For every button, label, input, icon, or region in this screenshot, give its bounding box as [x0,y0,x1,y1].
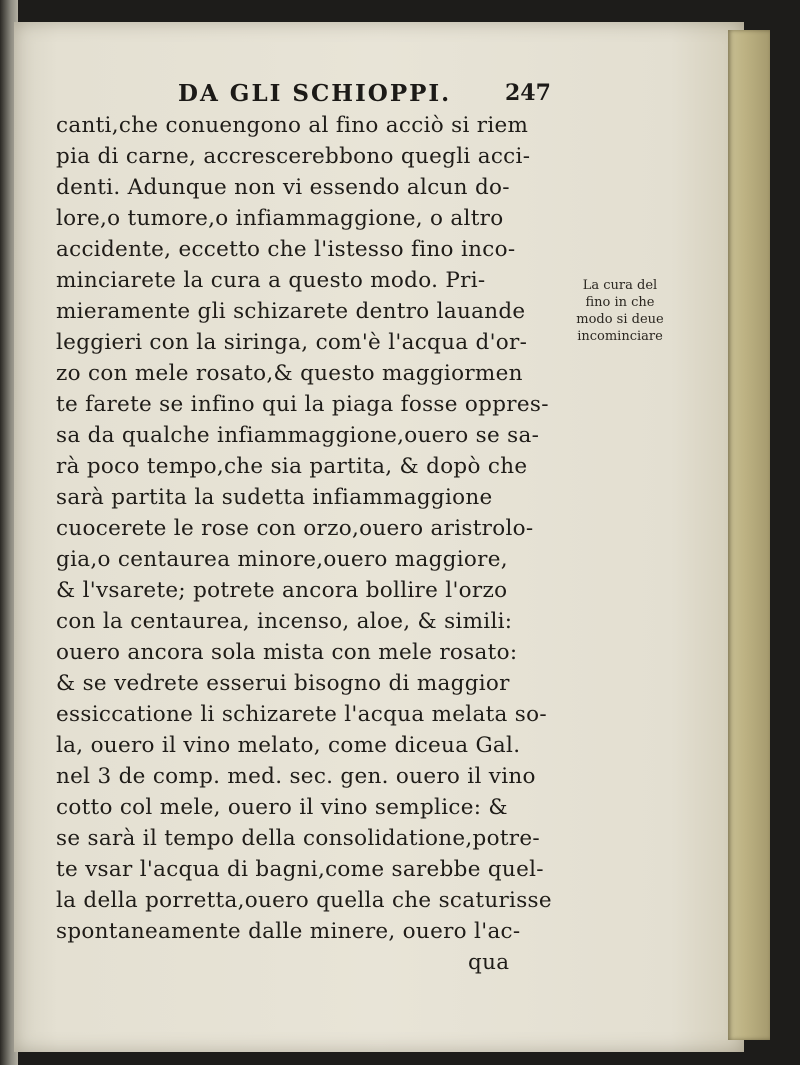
running-title: DA GLI SCHIOPPI. [178,80,452,107]
text-line: cotto col mele, ouero il vino semplice: & [56,795,508,820]
text-line: se sarà il tempo della consolidatione,potre- [56,826,540,851]
marginal-note-line: fino in che [585,295,655,310]
text-line: minciarete la cura a questo modo. Pri- [56,268,486,293]
text-line: gia,o centaurea minore,ouero maggiore, [56,547,508,572]
text-line: te vsar l'acqua di bagni,come sarebbe quel- [56,857,544,882]
adjacent-leaf-edge [728,30,770,1040]
marginal-note [565,277,675,345]
text-line: ouero ancora sola mista con mele rosato: [56,640,518,665]
text-line: sa da qualche infiammaggione,ouero se sa- [56,423,540,448]
text-line: la, ouero il vino melato, come diceua Gal. [56,733,521,758]
body-text [56,110,556,978]
text-line: leggieri con la siringa, com'è l'acqua d'or- [56,330,528,355]
text-line: accidente, eccetto che l'istesso fino inco- [56,237,516,262]
text-line: & l'vsarete; potrete ancora bollire l'orzo [56,578,508,603]
text-line: con la centaurea, incenso, aloe, & simili: [56,609,513,634]
marginal-note-line: La cura del [582,278,658,293]
marginal-note-line: incominciare [577,329,663,344]
text-line: cuocerete le rose con orzo,ouero aristrolo- [56,516,534,541]
text-line: te farete se infino qui la piaga fosse oppres- [56,392,549,417]
text-line: essiccatione li schizarete l'acqua melata so- [56,702,547,727]
text-line: canti,che conuengono al fino acciò si riem [56,113,529,138]
page-number: 247 [505,80,551,106]
text-line: rà poco tempo,che sia partita, & dopò che [56,454,528,479]
text-line: mieramente gli schizarete dentro lauande [56,299,526,324]
text-line: pia di carne, accrescerebbono quegli acci- [56,144,531,169]
text-line: la della porretta,ouero quella che scaturisse [56,888,552,913]
text-line: & se vedrete esserui bisogno di maggior [56,671,510,696]
text-line: nel 3 de comp. med. sec. gen. ouero il vino [56,764,536,789]
text-line: lore,o tumore,o infiammaggione, o altro [56,206,504,231]
marginal-note-line: modo si deue [576,312,664,327]
text-line: denti. Adunque non vi essendo alcun do- [56,175,510,200]
text-line: spontaneamente dalle minere, ouero l'ac- [56,919,521,944]
catchword: qua [468,950,510,975]
text-line: zo con mele rosato,& questo maggiormen [56,361,523,386]
text-line: sarà partita la sudetta infiammaggione [56,485,493,510]
